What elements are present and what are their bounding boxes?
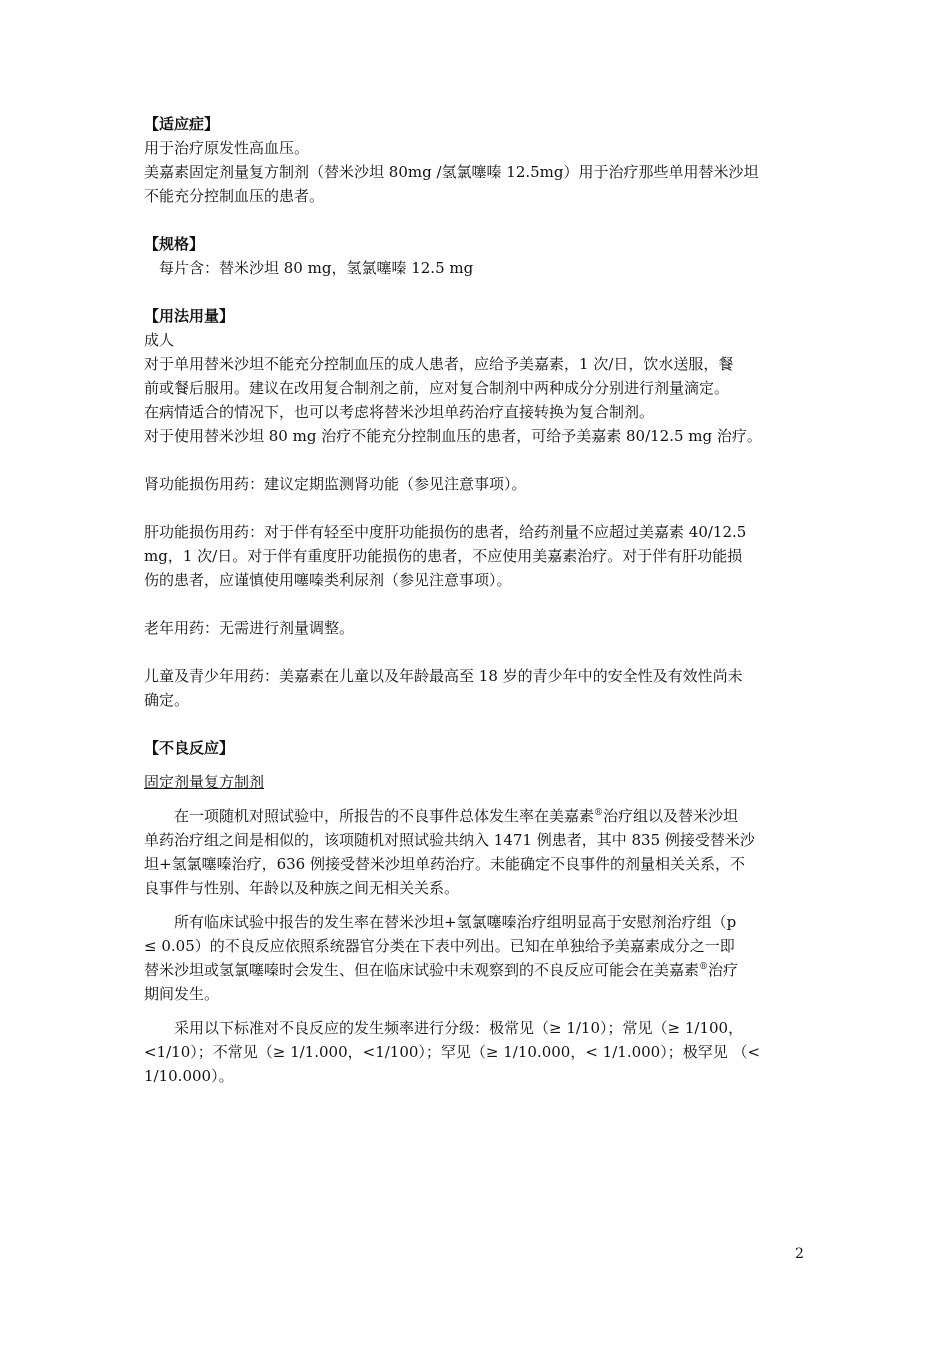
dosage-hepatic-line: 肝功能损伤用药：对于伴有轻至中度肝功能损伤的患者，给药剂量不应超过美嘉素 40/12.5 [144, 523, 747, 541]
dosage-heading: 【用法用量】 [144, 307, 235, 325]
dosage-children-line: 确定。 [144, 691, 190, 709]
registered-mark: ® [699, 962, 709, 972]
spacer [144, 280, 808, 304]
adverse-paragraph-line: 良事件与性别、年龄以及种族之间无相关关系。 [144, 879, 460, 897]
spacer [144, 760, 808, 770]
dosage-adult-line: 对于单用替米沙坦不能充分控制血压的成人患者，应给予美嘉素，1 次/日，饮水送服，餐 [144, 355, 734, 373]
adverse-subheading: 固定剂量复方制剂 [144, 773, 265, 791]
adverse-paragraph-line [144, 958, 808, 982]
adverse-paragraph-line: <1/10）；不常见（≥ 1/1.000，<1/100）；罕见（≥ 1/10.000，< 1/1.000）；极罕见 （< [144, 1043, 761, 1061]
spacer [144, 496, 808, 520]
dosage-adult-line: 在病情适合的情况下，也可以考虑将替米沙坦单药治疗直接转换为复合制剂。 [144, 403, 655, 421]
spacer [144, 794, 808, 804]
indications-line: 美嘉素固定剂量复方制剂（替米沙坦 80mg /氢氯噻嗪 12.5mg）用于治疗那些单用替米沙坦 [144, 163, 759, 181]
adverse-text: 治疗 [708, 961, 739, 979]
dosage-elderly: 老年用药：无需进行剂量调整。 [144, 619, 355, 637]
indications-line: 用于治疗原发性高血压。 [144, 139, 310, 157]
dosage-hepatic-line: mg，1 次/日。对于伴有重度肝功能损伤的患者，不应使用美嘉素治疗。对于伴有肝功能损 [144, 547, 743, 565]
spacer [144, 592, 808, 616]
spacer [144, 448, 808, 472]
adverse-text: 替米沙坦或氢氯噻嗪时会发生、但在临床试验中未观察到的不良反应可能会在美嘉素 [144, 961, 700, 979]
spacer [144, 640, 808, 664]
registered-mark: ® [594, 808, 604, 818]
indications-line: 不能充分控制血压的患者。 [144, 187, 325, 205]
page-number: 2 [795, 1246, 804, 1262]
specification-line: 每片含：替米沙坦 80 mg，氢氯噻嗪 12.5 mg [159, 259, 474, 277]
adverse-paragraph-line: 所有临床试验中报告的发生率在替米沙坦+氢氯噻嗪治疗组明显高于安慰剂治疗组（p [174, 913, 737, 931]
adverse-paragraph-line [144, 804, 808, 828]
adverse-heading: 【不良反应】 [144, 739, 235, 757]
page-content [144, 112, 808, 1088]
adverse-paragraph-line: 坦+氢氯噻嗪治疗，636 例接受替米沙坦单药治疗。未能确定不良事件的剂量相关关系，不 [144, 855, 745, 873]
spacer [144, 208, 808, 232]
spacer [144, 712, 808, 736]
adverse-paragraph-line: 1/10.000）。 [144, 1067, 234, 1085]
dosage-adult-line: 对于使用替米沙坦 80 mg 治疗不能充分控制血压的患者，可给予美嘉素 80/12.5 mg 治疗。 [144, 427, 762, 445]
adverse-paragraph-line: ≤ 0.05）的不良反应依照系统器官分类在下表中列出。已知在单独给予美嘉素成分之一即 [144, 937, 735, 955]
dosage-hepatic-line: 伤的患者，应谨慎使用噻嗪类利尿剂（参见注意事项）。 [144, 571, 512, 589]
indications-heading: 【适应症】 [144, 115, 220, 133]
specification-heading: 【规格】 [144, 235, 205, 253]
adverse-text: 治疗组以及替米沙坦 [603, 807, 739, 825]
dosage-adult-line: 前或餐后服用。建议在改用复合制剂之前，应对复合制剂中两种成分分别进行剂量滴定。 [144, 379, 730, 397]
spacer [144, 900, 808, 910]
adverse-text: 在一项随机对照试验中，所报告的不良事件总体发生率在美嘉素 [174, 807, 595, 825]
dosage-renal: 肾功能损伤用药：建议定期监测肾功能（参见注意事项）。 [144, 475, 527, 493]
adverse-paragraph-line: 单药治疗组之间是相似的，该项随机对照试验共纳入 1471 例患者，其中 835 例接受替米沙 [144, 831, 755, 849]
adverse-paragraph-line: 期间发生。 [144, 985, 220, 1003]
spacer [144, 1006, 808, 1016]
dosage-adult-label: 成人 [144, 331, 175, 349]
adverse-paragraph-line: 采用以下标准对不良反应的发生频率进行分级：极常见（≥ 1/10）；常见（≥ 1/100， [174, 1019, 744, 1037]
dosage-children-line: 儿童及青少年用药：美嘉素在儿童以及年龄最高至 18 岁的青少年中的安全性及有效性尚未 [144, 667, 743, 685]
